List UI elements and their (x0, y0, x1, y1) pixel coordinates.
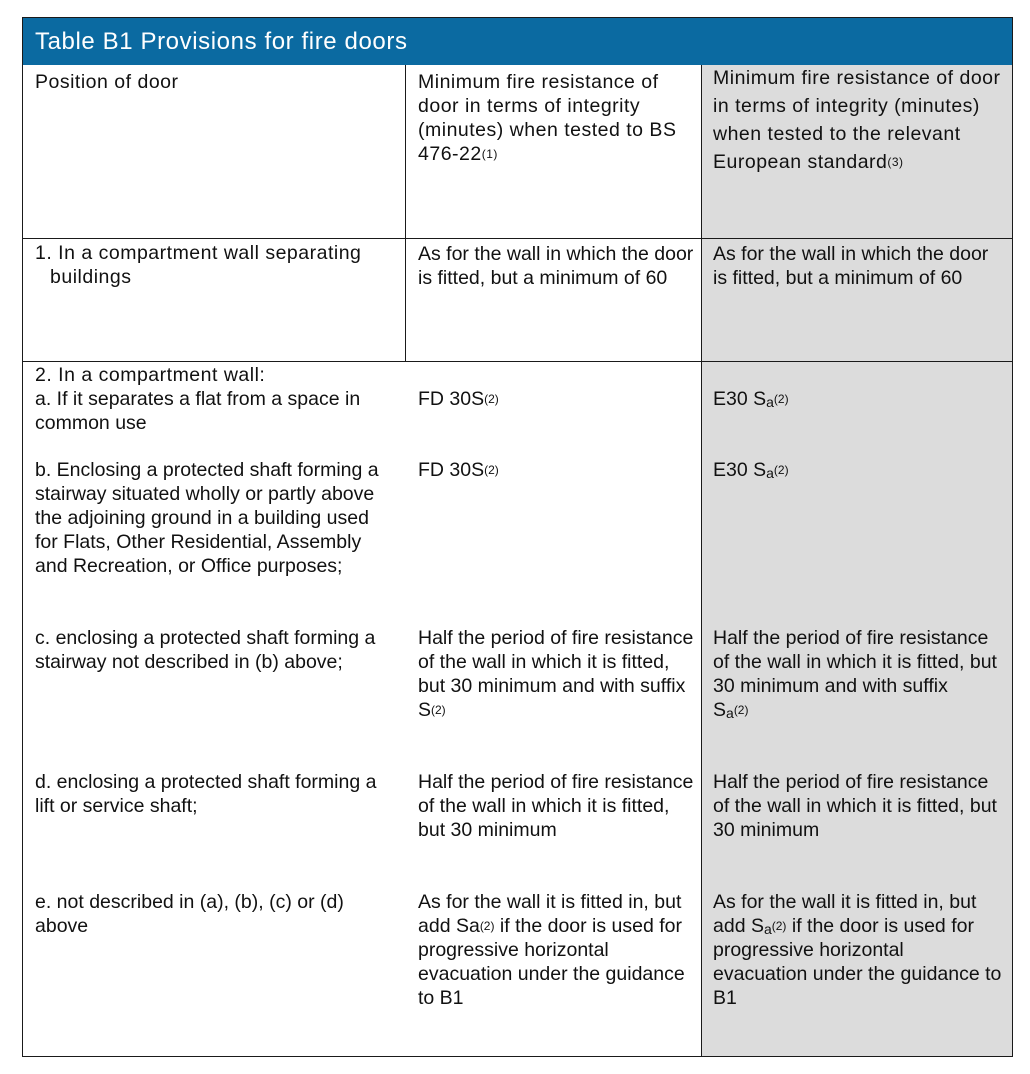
row-2a-en-value: E30 $S_a^{(2)}$ (713, 388, 789, 410)
row-2e-position: e. not described in (a), (b), (c) or (d) above (35, 891, 344, 937)
row-2a-bs-value: FD $30S^{(2)}$ (418, 388, 499, 410)
row-2e-en-value: As for the wall it is fitted in, but add $S_a^{(2)}$ if the door is used for progressive horizontal evacuation under the guidance to B1 (713, 891, 1002, 1009)
row-2b-en-value: E30 $S_a^{(2)}$ (713, 459, 789, 481)
row-1-position: 1. In a compartment wall separating buildings (35, 242, 362, 288)
row-2c-en-value: Half the period of fire resistance of the wall in which it is fitted, but 30 minimum and with suffix $S_a^{(2)}$ (713, 627, 997, 721)
header-position-of-door: Position of door (35, 71, 179, 93)
row-divider (23, 238, 1012, 239)
row-2b-position: b. Enclosing a protected shaft forming a stairway situated wholly or partly above the adjoining ground in a building used for Flats, Other Residential, Assembly and Recreation, or Office purposes; (35, 459, 379, 577)
row-2d-bs-value: Half the period of fire resistance of the wall in which it is fitted, but 30 minimum (418, 771, 694, 841)
row-2d-en-value: Half the period of fire resistance of the wall in which it is fitted, but 30 minimum (713, 771, 997, 841)
row-2d-position: d. enclosing a protected shaft forming a lift or service shaft; (35, 771, 377, 817)
header-european-standard: Minimum fire resistance of door in terms of integrity (minutes) when tested to the relevant European standard$^{(3)}$ (713, 67, 1001, 173)
column-divider (701, 65, 702, 1056)
section-2-heading: 2. In a compartment wall: (35, 364, 266, 386)
row-1-bs-value: As for the wall in which the door is fitted, but a minimum of 60 (418, 243, 694, 289)
row-2c-position: c. enclosing a protected shaft forming a stairway not described in (b) above; (35, 627, 376, 673)
table-title: Table B1 Provisions for fire doors (23, 18, 1012, 65)
row-divider (23, 361, 1012, 362)
header-bs-476-22: Minimum fire resistance of door in terms of integrity (minutes) when tested to BS 476-22$^{(1)}$ (418, 71, 677, 165)
row-2e-bs-value: As for the wall it is fitted in, but add Sa$^{(2)}$ if the door is used for progressive horizontal evacuation under the guidance to B1 (418, 891, 685, 1009)
footnote-marker: (3) (887, 155, 904, 169)
row-1-en-value: As for the wall in which the door is fitted, but a minimum of 60 (713, 243, 989, 289)
row-2a-position: a. If it separates a flat from a space in common use (35, 388, 361, 434)
row-2c-bs-value: Half the period of fire resistance of the wall in which it is fitted, but 30 minimum and with suffix $S^{(2)}$ (418, 627, 694, 721)
footnote-marker: (1) (481, 147, 498, 161)
column-divider (405, 65, 406, 361)
row-2b-bs-value: FD $30S^{(2)}$ (418, 459, 499, 481)
fire-door-provisions-table (22, 17, 1013, 1057)
